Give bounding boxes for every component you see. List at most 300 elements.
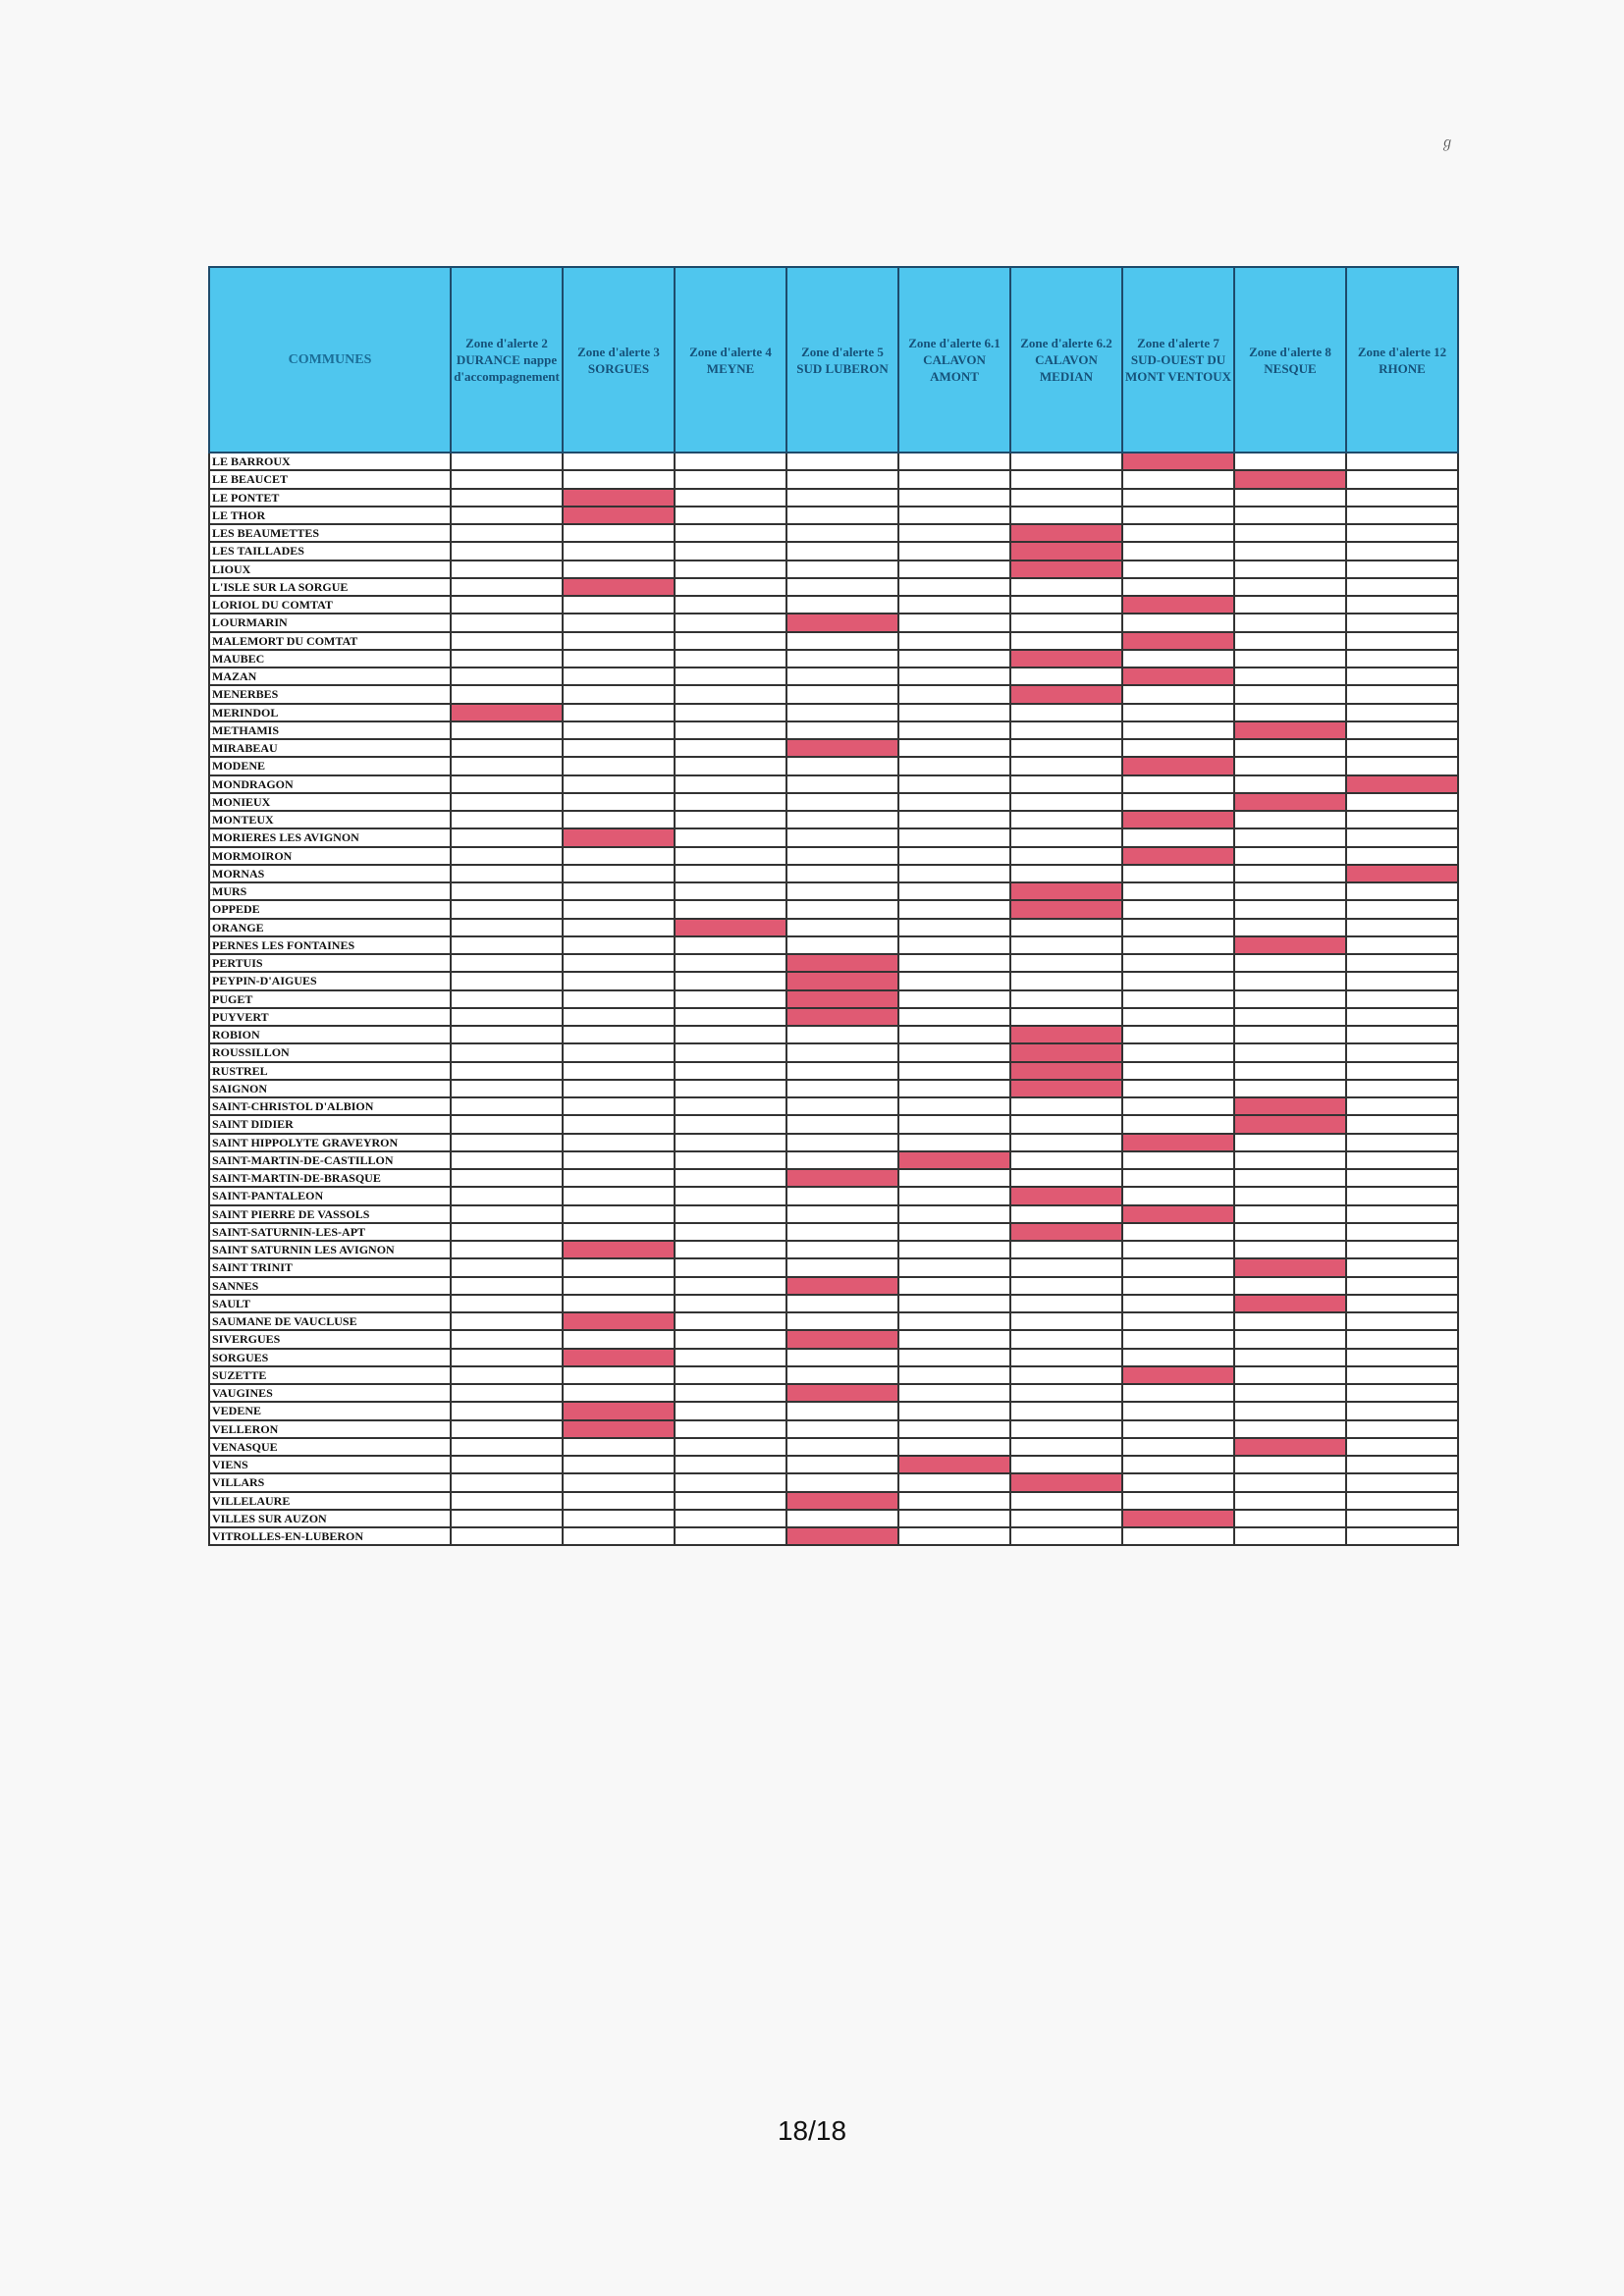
zone-cell: [1234, 972, 1346, 989]
commune-name: LIOUX: [209, 561, 451, 578]
zone-cell-marked: [1122, 847, 1234, 865]
zone-cell: [563, 1115, 675, 1133]
zone-cell: [1346, 1349, 1458, 1366]
zone-cell: [1346, 954, 1458, 972]
zone-cell: [786, 1223, 898, 1241]
zone-cell: [451, 1097, 563, 1115]
zone-cell: [1010, 990, 1122, 1008]
zone-cell: [1010, 972, 1122, 989]
zone-cell: [1122, 1097, 1234, 1115]
zone-cell: [675, 1402, 786, 1419]
zone-cell: [1010, 865, 1122, 882]
zone-cell: [1122, 775, 1234, 793]
zone-cell: [675, 1258, 786, 1276]
zone-cell-marked: [786, 1330, 898, 1348]
commune-name: SAINT-PANTALEON: [209, 1187, 451, 1204]
zone-cell: [451, 1456, 563, 1473]
zone-cell: [1122, 1349, 1234, 1366]
zone-cell: [563, 793, 675, 811]
zone-cell-marked: [786, 1008, 898, 1026]
zone-cell: [1122, 739, 1234, 757]
zone-cell: [675, 900, 786, 918]
zone-cell: [451, 453, 563, 470]
zone-cell: [1346, 847, 1458, 865]
table-row: [209, 1008, 1458, 1026]
zone-cell: [1010, 453, 1122, 470]
table-row: [209, 1043, 1458, 1061]
zone-cell: [675, 1527, 786, 1545]
zone-cell: [563, 1295, 675, 1312]
zone-cell: [675, 667, 786, 685]
zone-cell: [1122, 1330, 1234, 1348]
zone-cell: [898, 1134, 1010, 1151]
commune-name: SAINT TRINIT: [209, 1258, 451, 1276]
zone-cell: [563, 739, 675, 757]
zone-cell-marked: [1122, 453, 1234, 470]
zone-cell: [1346, 1258, 1458, 1276]
commune-name: ROUSSILLON: [209, 1043, 451, 1061]
zone-cell: [898, 775, 1010, 793]
table-row: [209, 470, 1458, 488]
zone-cell: [675, 1026, 786, 1043]
zone-cell-marked: [898, 1151, 1010, 1169]
zone-cell: [451, 507, 563, 524]
zone-cell: [786, 1115, 898, 1133]
zone-cell: [675, 1043, 786, 1061]
zone-cell-marked: [1122, 811, 1234, 828]
zone-cell: [786, 1438, 898, 1456]
zone-cell: [1122, 1492, 1234, 1510]
header-zone-7-mont-ventoux: Zone d'alerte 7 SUD-OUEST DU MONT VENTOUX: [1122, 267, 1234, 453]
table-row: [209, 1205, 1458, 1223]
zone-cell: [451, 1312, 563, 1330]
zone-cell: [1122, 882, 1234, 900]
zone-cell: [1346, 1169, 1458, 1187]
commune-name: PUGET: [209, 990, 451, 1008]
zone-cell-marked: [563, 489, 675, 507]
zone-cell: [786, 865, 898, 882]
zone-cell: [675, 507, 786, 524]
zone-cell: [675, 1492, 786, 1510]
zone-cell: [451, 1258, 563, 1276]
zone-cell: [675, 1349, 786, 1366]
zone-cell: [1234, 578, 1346, 596]
zone-cell-marked: [1010, 882, 1122, 900]
zone-cell: [1234, 1384, 1346, 1402]
zone-cell: [786, 453, 898, 470]
zone-cell-marked: [563, 1402, 675, 1419]
zone-cell: [1346, 1277, 1458, 1295]
commune-name: SAULT: [209, 1295, 451, 1312]
zone-cell: [675, 614, 786, 631]
commune-name: VITROLLES-EN-LUBERON: [209, 1527, 451, 1545]
zone-cell: [898, 1312, 1010, 1330]
header-zone-4-meyne: Zone d'alerte 4 MEYNE: [675, 267, 786, 453]
zone-cell: [1346, 1026, 1458, 1043]
zone-cell: [675, 972, 786, 989]
zone-cell: [1122, 1151, 1234, 1169]
zone-cell: [1122, 936, 1234, 954]
commune-name: VAUGINES: [209, 1384, 451, 1402]
zone-cell: [786, 828, 898, 846]
zone-cell: [898, 704, 1010, 721]
zone-cell: [898, 1473, 1010, 1491]
table-row: [209, 1456, 1458, 1473]
zone-cell: [1010, 667, 1122, 685]
zone-cell: [563, 990, 675, 1008]
commune-name: MALEMORT DU COMTAT: [209, 632, 451, 650]
zone-cell: [675, 524, 786, 542]
zone-cell: [451, 900, 563, 918]
table-row: [209, 882, 1458, 900]
zone-cell: [1346, 704, 1458, 721]
commune-name: MURS: [209, 882, 451, 900]
table-row: [209, 757, 1458, 774]
zone-cell: [898, 1295, 1010, 1312]
zone-cell: [1122, 1312, 1234, 1330]
zone-cell: [1122, 954, 1234, 972]
commune-name: LOURMARIN: [209, 614, 451, 631]
zone-cell: [786, 1456, 898, 1473]
zone-cell: [563, 757, 675, 774]
table-row: [209, 542, 1458, 560]
zone-cell: [1010, 1384, 1122, 1402]
zone-cell: [1234, 542, 1346, 560]
zone-cell: [1346, 507, 1458, 524]
zone-cell: [451, 1115, 563, 1133]
zone-cell-marked: [786, 972, 898, 989]
zone-cell: [898, 1366, 1010, 1384]
zone-cell: [563, 614, 675, 631]
zone-cell: [1234, 775, 1346, 793]
zone-cell: [1010, 596, 1122, 614]
zone-cell: [675, 847, 786, 865]
zone-cell: [675, 650, 786, 667]
table-row: [209, 828, 1458, 846]
zone-cell: [451, 524, 563, 542]
zone-cell: [786, 1366, 898, 1384]
zone-cell: [1122, 900, 1234, 918]
zone-cell: [675, 1473, 786, 1491]
zone-cell: [1234, 1492, 1346, 1510]
commune-name: PEYPIN-D'AIGUES: [209, 972, 451, 989]
zone-cell: [675, 1312, 786, 1330]
zone-cell-marked: [1122, 1205, 1234, 1223]
commune-name: MORMOIRON: [209, 847, 451, 865]
zone-cell: [898, 972, 1010, 989]
zone-cell-marked: [786, 954, 898, 972]
zone-cell: [1346, 1312, 1458, 1330]
zone-cell: [451, 1043, 563, 1061]
zone-cell: [1010, 1420, 1122, 1438]
zone-cell: [451, 1402, 563, 1419]
zone-cell: [563, 1080, 675, 1097]
table-row: [209, 1510, 1458, 1527]
zone-cell: [451, 667, 563, 685]
zone-cell: [1346, 1295, 1458, 1312]
zone-cell: [1122, 704, 1234, 721]
zone-cell-marked: [1122, 1510, 1234, 1527]
zone-cell: [1234, 1277, 1346, 1295]
zone-cell-marked: [786, 1277, 898, 1295]
zone-cell: [898, 1043, 1010, 1061]
zone-cell-marked: [1234, 1258, 1346, 1276]
zone-cell: [1346, 757, 1458, 774]
zone-cell: [1346, 1205, 1458, 1223]
zone-cell: [1234, 453, 1346, 470]
zone-cell: [1234, 739, 1346, 757]
table-row: [209, 954, 1458, 972]
zone-cell: [1010, 721, 1122, 739]
zone-cell: [563, 1438, 675, 1456]
zone-cell: [1122, 489, 1234, 507]
zone-cell: [563, 972, 675, 989]
zone-cell: [786, 650, 898, 667]
header-zone-6-1-calavon-amont: Zone d'alerte 6.1 CALAVON AMONT: [898, 267, 1010, 453]
table-row: [209, 1402, 1458, 1419]
zone-cell: [563, 775, 675, 793]
table-row: [209, 489, 1458, 507]
zone-cell-marked: [1122, 1366, 1234, 1384]
commune-name: LES BEAUMETTES: [209, 524, 451, 542]
zone-cell: [675, 1187, 786, 1204]
table-row: [209, 1169, 1458, 1187]
zone-cell: [1234, 1134, 1346, 1151]
zone-cell: [786, 882, 898, 900]
zone-cell: [1122, 470, 1234, 488]
zone-cell: [786, 1420, 898, 1438]
commune-name: VILLARS: [209, 1473, 451, 1491]
table-body: [209, 453, 1458, 1545]
table-row: [209, 1366, 1458, 1384]
zone-cell: [675, 1456, 786, 1473]
zone-cell: [1010, 1277, 1122, 1295]
commune-name: SAINT HIPPOLYTE GRAVEYRON: [209, 1134, 451, 1151]
zone-cell: [675, 1295, 786, 1312]
table-row: [209, 1223, 1458, 1241]
zone-cell: [786, 470, 898, 488]
commune-name: LES TAILLADES: [209, 542, 451, 560]
zone-cell: [1010, 1366, 1122, 1384]
zone-cell: [898, 919, 1010, 936]
commune-name: SIVERGUES: [209, 1330, 451, 1348]
zone-cell: [1234, 1366, 1346, 1384]
zone-cell-marked: [786, 1492, 898, 1510]
table-row: [209, 1312, 1458, 1330]
table-row: [209, 453, 1458, 470]
zone-cell: [451, 561, 563, 578]
zone-cell-marked: [1010, 1062, 1122, 1080]
table-row: [209, 865, 1458, 882]
zone-cell-marked: [1346, 865, 1458, 882]
zone-cell: [1010, 936, 1122, 954]
zone-cell: [1346, 1456, 1458, 1473]
zone-cell: [1122, 721, 1234, 739]
zone-cell: [1346, 1420, 1458, 1438]
zone-cell: [1346, 1241, 1458, 1258]
zone-cell: [898, 667, 1010, 685]
zone-cell: [451, 1510, 563, 1527]
zone-cell-marked: [1010, 1043, 1122, 1061]
zone-cell: [563, 1492, 675, 1510]
table-row: [209, 936, 1458, 954]
zone-cell: [1234, 1527, 1346, 1545]
zone-cell: [675, 828, 786, 846]
zone-cell: [675, 1241, 786, 1258]
zone-cell: [1010, 614, 1122, 631]
zone-cell: [1010, 1492, 1122, 1510]
zone-cell-marked: [1010, 1187, 1122, 1204]
zone-cell: [1234, 1241, 1346, 1258]
zone-cell: [675, 954, 786, 972]
commune-name: MONTEUX: [209, 811, 451, 828]
zone-cell: [563, 685, 675, 703]
commune-name: VIENS: [209, 1456, 451, 1473]
commune-name: LE BARROUX: [209, 453, 451, 470]
zone-cell: [451, 990, 563, 1008]
zone-cell: [1122, 614, 1234, 631]
zone-cell: [563, 704, 675, 721]
commune-name: VELLERON: [209, 1420, 451, 1438]
zone-cell: [1346, 1366, 1458, 1384]
zone-cell-marked: [786, 614, 898, 631]
table-row: [209, 1295, 1458, 1312]
zone-cell: [563, 1043, 675, 1061]
table-row: [209, 1492, 1458, 1510]
zone-cell: [786, 1312, 898, 1330]
zone-cell: [1122, 1080, 1234, 1097]
zone-cell: [563, 1062, 675, 1080]
commune-name: MONDRAGON: [209, 775, 451, 793]
zone-cell: [563, 1277, 675, 1295]
zone-cell: [786, 1080, 898, 1097]
zone-cell: [786, 919, 898, 936]
zone-cell: [898, 596, 1010, 614]
zone-cell: [675, 542, 786, 560]
zone-cell: [786, 1134, 898, 1151]
zone-cell: [675, 578, 786, 596]
zone-cell: [898, 489, 1010, 507]
zone-cell: [563, 561, 675, 578]
table-row: [209, 1473, 1458, 1491]
commune-name: SUZETTE: [209, 1366, 451, 1384]
zone-cell-marked: [898, 1456, 1010, 1473]
zone-cell: [1234, 919, 1346, 936]
zone-cell: [1010, 1008, 1122, 1026]
zone-cell: [1010, 757, 1122, 774]
zone-cell: [451, 578, 563, 596]
zone-cell: [786, 524, 898, 542]
zone-cell: [1122, 1169, 1234, 1187]
table-row: [209, 775, 1458, 793]
zone-cell: [1122, 1258, 1234, 1276]
zone-cell: [451, 1026, 563, 1043]
zone-cell: [1122, 919, 1234, 936]
zone-cell: [451, 972, 563, 989]
zone-cell: [786, 1097, 898, 1115]
zone-cell: [1234, 811, 1346, 828]
zone-cell: [563, 650, 675, 667]
zone-cell: [1010, 1115, 1122, 1133]
zone-cell: [1234, 1349, 1346, 1366]
zone-cell: [563, 721, 675, 739]
zone-cell: [451, 936, 563, 954]
zone-cell: [1122, 1043, 1234, 1061]
zone-cell: [451, 596, 563, 614]
zone-cell: [675, 1205, 786, 1223]
zone-cell-marked: [1010, 1473, 1122, 1491]
commune-name: SAINT-SATURNIN-LES-APT: [209, 1223, 451, 1241]
commune-name: SAUMANE DE VAUCLUSE: [209, 1312, 451, 1330]
zone-cell: [451, 1223, 563, 1241]
zone-cell-marked: [1122, 632, 1234, 650]
zone-cell-marked: [786, 1384, 898, 1402]
zone-cell: [675, 882, 786, 900]
zone-cell: [1010, 828, 1122, 846]
zone-cell: [1234, 954, 1346, 972]
zone-cell: [786, 847, 898, 865]
zone-cell: [1122, 865, 1234, 882]
zone-cell: [898, 1527, 1010, 1545]
zone-cell: [1346, 936, 1458, 954]
zone-cell: [1010, 632, 1122, 650]
zone-cell: [451, 1438, 563, 1456]
table-row: [209, 1384, 1458, 1402]
table-row: [209, 721, 1458, 739]
zone-cell: [675, 757, 786, 774]
zone-cell: [1010, 1349, 1122, 1366]
zone-cell: [898, 453, 1010, 470]
zone-cell: [451, 1366, 563, 1384]
zone-cell: [675, 1366, 786, 1384]
zone-cell: [1010, 1241, 1122, 1258]
zone-cell: [1122, 561, 1234, 578]
zone-cell: [1010, 1097, 1122, 1115]
zone-cell: [1122, 524, 1234, 542]
zone-cell-marked: [1122, 757, 1234, 774]
zone-cell: [451, 1330, 563, 1348]
zone-cell: [1234, 865, 1346, 882]
zone-cell: [675, 1062, 786, 1080]
commune-name: MENERBES: [209, 685, 451, 703]
header-zone-8-nesque: Zone d'alerte 8 NESQUE: [1234, 267, 1346, 453]
zone-cell: [1346, 685, 1458, 703]
zone-cell: [1346, 1527, 1458, 1545]
table-row: [209, 524, 1458, 542]
zone-cell: [451, 757, 563, 774]
zone-cell: [1346, 1134, 1458, 1151]
table-row: [209, 847, 1458, 865]
zone-cell-marked: [563, 828, 675, 846]
zone-cell: [675, 990, 786, 1008]
zone-cell: [1346, 489, 1458, 507]
zone-cell-marked: [1122, 667, 1234, 685]
zone-cell: [898, 865, 1010, 882]
zone-cell: [1010, 739, 1122, 757]
table-row: [209, 1330, 1458, 1348]
zone-cell: [1346, 1402, 1458, 1419]
zone-cell: [563, 1510, 675, 1527]
zone-cell: [1234, 1510, 1346, 1527]
zone-cell: [451, 828, 563, 846]
table-row: [209, 561, 1458, 578]
zone-cell: [1010, 1205, 1122, 1223]
zone-cell: [1122, 972, 1234, 989]
commune-name: MORIERES LES AVIGNON: [209, 828, 451, 846]
zone-cell: [451, 1295, 563, 1312]
table-row: [209, 1080, 1458, 1097]
commune-name: OPPEDE: [209, 900, 451, 918]
